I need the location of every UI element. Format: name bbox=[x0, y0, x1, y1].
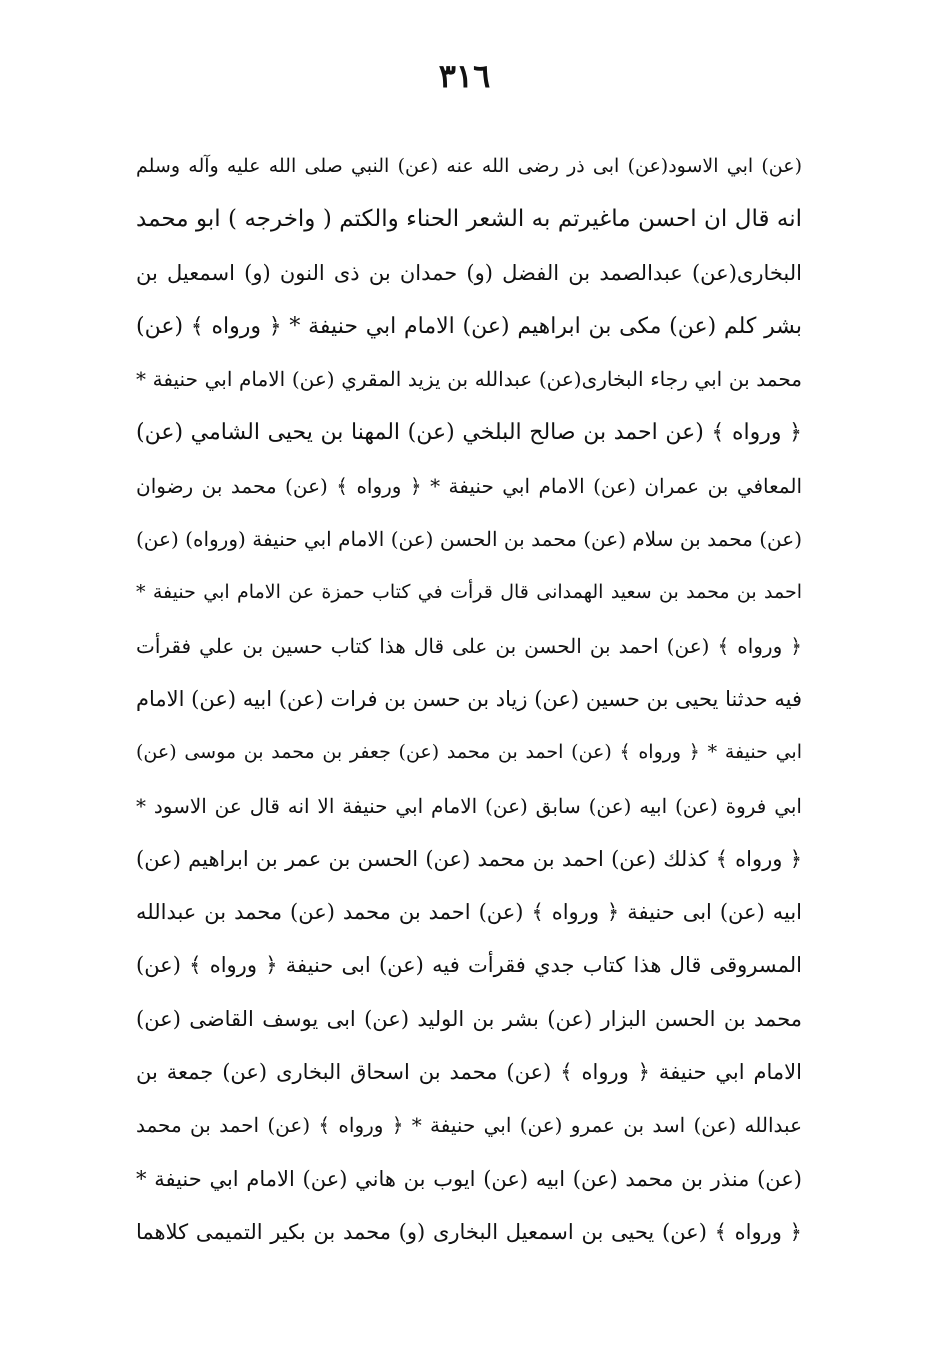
text-line-4: بشر كلم (عن) مكى بن ابراهيم (عن) الامام ابي حنيفة * ﴿ ورواه ﴾ (عن) bbox=[136, 313, 802, 339]
text-line-18: الامام ابي حنيفة ﴿ ورواه ﴾ (عن) محمد بن اسحاق البخارى (عن) جمعة بن bbox=[136, 1060, 802, 1085]
page-number: ٣١٦ bbox=[438, 57, 491, 95]
text-line-2: انه قال ان احسن ماغيرتم به الشعر الحناء والكتم ( واخرجه ) ابو محمد bbox=[136, 206, 802, 233]
text-line-5: محمد بن ابي رجاء البخارى(عن) عبدالله بن يزيد المقري (عن) الامام ابي حنيفة * bbox=[136, 367, 802, 392]
text-line-1: (عن) ابي الاسود(عن) ابى ذر رضى الله عنه (عن) النبي صلى الله عليه وآله وسلم bbox=[136, 155, 802, 177]
text-line-16: المسروقى قال هذا كتاب جدي فقرأت فيه (عن) ابى حنيفة ﴿ ورواه ﴾ (عن) bbox=[136, 953, 802, 978]
text-line-3: البخارى(عن) عبدالصمد بن الفضل (و) حمدان بن ذى النون (و) اسمعيل بن bbox=[136, 260, 802, 285]
text-line-13: ابي فروة (عن) ابيه (عن) سابق (عن) الامام ابي حنيفة الا انه قال عن الاسود * bbox=[136, 793, 802, 818]
text-line-20: (عن) منذر بن محمد (عن) ابيه (عن) ايوب بن هاني (عن) الامام ابي حنيفة * bbox=[136, 1166, 802, 1191]
text-line-14: ﴿ ورواه ﴾ كذلك (عن) احمد بن محمد (عن) الحسن بن عمر بن ابراهيم (عن) bbox=[136, 846, 802, 871]
text-line-17: محمد بن الحسن البزار (عن) بشر بن الوليد (عن) ابى يوسف القاضى (عن) bbox=[136, 1006, 802, 1031]
text-line-10: ﴿ ورواه ﴾ (عن) احمد بن الحسن بن على قال هذا كتاب حسين بن علي فقرأت bbox=[136, 633, 802, 658]
text-line-21: ﴿ ورواه ﴾ (عن) يحيى بن اسمعيل البخارى (و) محمد بن بكير التميمى كلاهما bbox=[136, 1219, 802, 1244]
text-line-12: ابي حنيفة * ﴿ ورواه ﴾ (عن) احمد بن محمد (عن) جعفر بن محمد بن موسى (عن) bbox=[136, 741, 802, 764]
main-text-block bbox=[136, 140, 802, 1259]
text-line-19: عبدالله (عن) اسد بن عمرو (عن) ابي حنيفة * ﴿ ورواه ﴾ (عن) احمد بن محمد bbox=[136, 1113, 802, 1138]
text-line-9: احمد بن محمد بن سعيد الهمدانى قال قرأت في كتاب حمزة عن الامام ابي حنيفة * bbox=[136, 581, 802, 604]
text-line-8: (عن) محمد بن سلام (عن) محمد بن الحسن (عن) الامام ابي حنيفة (ورواه) (عن) bbox=[136, 527, 802, 552]
text-line-15: ابيه (عن) ابى حنيفة ﴿ ورواه ﴾ (عن) احمد بن محمد (عن) محمد بن عبدالله bbox=[136, 900, 802, 925]
text-line-11: فيه حدثنا يحيى بن حسين (عن) زياد بن حسن بن فرات (عن) ابيه (عن) الامام bbox=[136, 686, 802, 711]
text-line-7: المعافي بن عمران (عن) الامام ابي حنيفة * ﴿ ورواه ﴾ (عن) محمد بن رضوان bbox=[136, 473, 802, 498]
text-line-6: ﴿ ورواه ﴾ (عن احمد بن صالح البلخي (عن) المهنا بن يحيى الشامي (عن) bbox=[136, 420, 802, 446]
